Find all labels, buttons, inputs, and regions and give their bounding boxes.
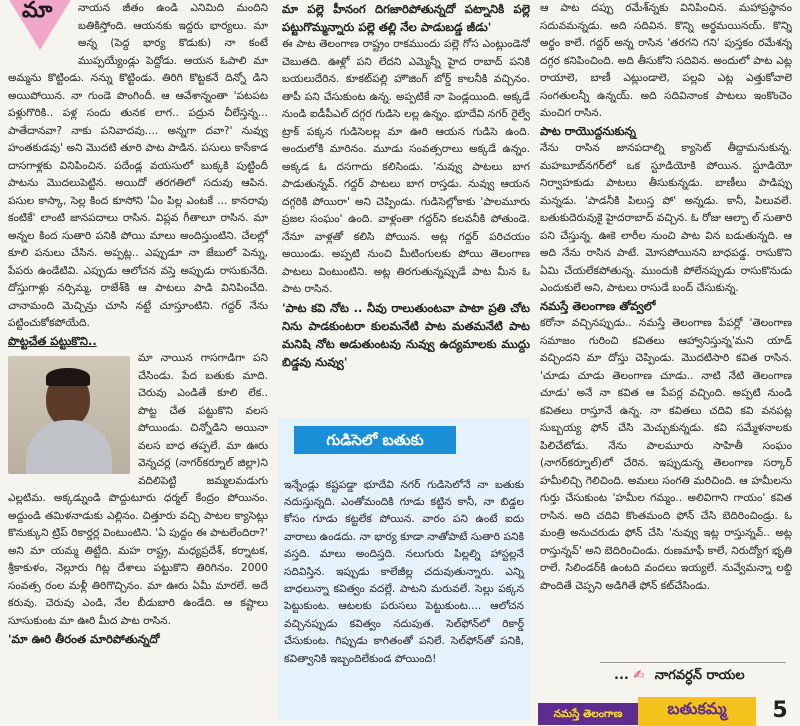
- quote: 'పాట కవి నోట .. నీవు రాలుతుంటవా పాటా ప్రతి చోట నిను పాడకుంటరా కులమనేటి పాట మతమనేటి పాట మనిషి నోట అడుతుంటవు నువ్వు ఉద్యమాలకు ముద్దు బిడ్డవు నువ్వు': [282, 300, 530, 369]
- brand-namasthe-telangana: నమస్తే తెలంగాణ: [538, 703, 638, 725]
- dropcap: [8, 0, 72, 54]
- sidebar-box: [278, 418, 530, 720]
- box-text: ఇన్నేండ్లు కష్టపడ్డా భూదేవి నగర్ గుడిసెలోనే నా బతుకు నదుస్తున్నది. ఎంతోమందికి గూడు కట్టిన కానీ, నా బిడ్డల కోసం గూడు కట్టలేక పోయిన. వారం పని ఉంటే ఐదు వారాలు ఉండదు. నా భార్య కూడా నాతోపాటే సుతారి పనికి వస్తది. మాలు అందిస్తది. నలుగురు పిల్లల్ని హాస్టల్లనే సదివిస్తిన. ఇప్పుడు కాలేజీల్ల చదువుతున్నారు. ఎన్ని బాధలున్నా కవిత్వం వదల్లే. పాటని మరువలే. సెల్లు పక్కన పెట్టుకుంట. ఆటలకు పరుసలు పెట్టుకుంట.... ఆలోచన వచ్చినప్పుడు కవిత్వం నదుపుత. సెల్‌ఫోన్‌లో రికార్డ్ చేసుకుంట. గిప్పుడు కాగితంతో పనిలే. సెల్‌ఫోన్‌తో పనికి, కవిత్వానికి ఇబ్బందిలేకుండ పోయింది!: [284, 478, 524, 665]
- dropcap-letter: మా: [22, 0, 53, 23]
- byline: [614, 668, 745, 686]
- byline-divider: [600, 662, 786, 663]
- paragraph: మా నాయిన గాసగాడిగా పని చేసిండు. పేద బతుకు మాది. చెరువు ఎండితే కూలి లేక.. పొట్ట చేత పట్టుకొని వలస పోయిండు. చిన్నోడిని అయినా వలస బాధ తప్పలే. మా ఊరు వెన్నచర్ల (నాగర్‌కర్నూల్ జిల్లా)ని వదిలిపెట్టి జమ్మలమడుగు ఎల్లటిమ. అక్కడ్నుండి పొద్దుటూరు ధర్మల్ కేంద్రం పోయినం. అద్దుండి తమిళనాడుకు ఎల్లినం. చిత్తూరు వచ్చి పాటల క్యాసెట్లు కొనుక్కుని ట్రిప్ రికార్డర్ల వింటుంటిని. 'ఏ పుద్దం ఈ పాటలేందిరా?' అని మా యమ్మ తిట్టేది. మహ రాష్ట్ర, మధ్యప్రదేశ్, కర్నాటక, శ్రీకాకుళం, నెల్లూరు గిట్ల దేశాలు పట్టుకొని తిరిగినం. 2000 సంవత్స రంల మళ్లీ తిరిగొచ్చినం. మా ఊరు ఏమీ మారలే. అదే కరువు. చెరువు ఎండి, నేల బీడుబారి ఉండేది. ఆ కష్టాలు సూసుకుంట మా ఊరి మీద పాట రాసిన.: [8, 352, 268, 627]
- subheading: నమస్తే తెలంగాణ తోవ్వలో: [540, 298, 656, 313]
- subheading: పొట్టచేత పట్టుకొని..: [8, 333, 97, 348]
- portrait-body: [26, 420, 112, 474]
- verse-headline: మా పల్లె హీనంగ దిగజారిపోతున్నదో పట్నానికి పల్లె పట్టుగొమ్మన్నారు పల్లె తల్లి నేల పాడుబడ్డ జీడు': [282, 2, 530, 34]
- author-name: నాగవర్ధన్ రాయల: [654, 668, 745, 683]
- paragraph: కరోనా వచ్చినప్పుడు.. నమస్తే తెలంగాణ పేపర్లో 'తెలంగాణ సమాజం గురించి కవితలు ఆహ్వానిస్తున్న'మని యాడ్ వచ్చిందని మా దోస్తు చెప్పిండు. మొదటిసారి కవిత రాసిన. 'చూడు చూడు తెలంగాణ చూడు.. నాటి నేటి తెలంగాణ చూడు' అనే నా కవిత ఆ పేపర్ల వచ్చింది. అప్పటి నుండి కవితలు రాస్తూనే ఉన్న. నా కవితలు చదివి కవి వనపట్ల సుబ్బయ్య ఫోన్ చేసి మెచ్చుకున్నడు. కవి సమ్మేళనాలకు పిలిచేటోడు. నేను పాలమూరు సాహితీ సంఘం (నాగర్‌కర్నూల్)లో చేరిన. ఇప్పుడున్న తెలంగాణ సర్కార్ హమీలిచ్చి గెలిచింది. అమలు సంగతి మరిచింది. ఆ హమీలను గుర్తు చేసుకుంట 'హమీల గమ్మం.. అలివిగాని గాయం' కవిత రాసిన. అది చదివి కొంతమంది ఫోన్ చేసి బెదిరించిండ్రు. ఓ మంత్రి అనుచరుడు ఫోన్ చేసి 'నువ్వు ఇట్ల రాస్తున్నవ్.. అట్ల రాస్తున్నవ్' అని బెదిరించిండు. రుణమాఫీ కాలే, నిరుద్యోగ భృతి రాలే. సిలిండర్‌కి ఉంటది వందలు ఇయ్యలే. నువ్వేమన్నా లబ్ధి పొందితే చెప్పని అడిగితే ఫోన్ కట్‌చేసిండు.: [540, 317, 792, 592]
- paragraph: ఆ పాట దప్పు రమేశ్‌న్నకు వినిపించిన. మహాప్రస్థానం సదువమన్నడు. అది సదివిన. కొన్ని అర్థమయినయ్. కొన్ని అర్థం కాలే. గద్దర్ అన్న రాసిన 'తరగని గని' పుస్తకం రమేశన్న దగ్గర కనిపించింది. అది తీసుకోని సదివిన. అందులో పాట ఎట్ల రాయాలె, బాణీ ఎట్లుండాలె, పల్లవి ఎట్ల ఎత్తుకోవాలె సంగతులన్నీ ఉన్నయ్. అది సదివినాంక పాటలు ఇంకొంచెం మంచిగ రాసిన.: [540, 2, 792, 119]
- portrait-photo: [8, 356, 130, 474]
- paragraph: నేను రాసిన జానపదాల్ని క్యాసెట్ తీద్దామనుకున్న. మహబూబ్‌నగర్‌లో ఒక స్టూడియోకి పోయిన. స్టూడియో నిర్వాహకుడు పాటలు తీసుకున్నడు. బాణీలు పాడిప్పు మన్నడు. 'పాడనీకి పిలుస్త పో' అన్నడు. కానీ, పిలువలే. బతుకుదెరువుకై హైదరాబాద్ వచ్చిన. ఓ రోజు ఆల్బా ల్‌ సుతారి పని చేస్తున్న. ఊకె లారీల నుంచి పాట విన బడుతున్నది. ఆ అది నేను రాసిన పాటే. మోసపోయినని బాధపడ్డ. రాసుకొని ఏమి చేయలేకపోతున్న. ముందుకి పోలేనప్పుడు రాసుకొనుడు ఎందుకులే అని, పాటలు రాసుడే బంద్ చేసుకున్న.: [540, 142, 792, 294]
- byline-prefix: ...: [614, 668, 629, 683]
- portrait-hair: [46, 368, 90, 386]
- pen-icon: ✍: [633, 668, 645, 683]
- subheading: పాట రాయొద్దనుకున్న: [540, 123, 636, 138]
- brand-bathukamma: బతుకమ్మ: [638, 697, 756, 726]
- page-number: 5: [772, 698, 788, 723]
- paragraph: ఈ పాట తెలంగాణ రాష్ట్రం రాకముందు పల్లె గోస ఎంట్లుండెనో చెబుతది. ఊళ్లో పని లేదని ఎమ్మెన్నీ హైద రాబాద్ పనికి బయలుదేరిన. కూకట్‌పల్లి హౌజింగ్ బోర్డ్ కాలనీకి వచ్చినం. తాపీ పని చేసుకుంట ఉన్న. అప్పటికే నా పెండ్లయింది. అక్కడే నుండి ఐడీపీఎల్ దగ్గర గుడిసె లల్ల ఉన్నం. భూదేవి నగర్ రైల్వే ట్రాక్ పక్కన గుడిసెలల్ల మా ఊరి ఆయన గుడిసె ఉంది. అందులోకి మారినం. మూడు సంవత్సరాలు అక్కడే ఉన్నం. అక్కడ ఓ దసగాదు కలిసిండు. 'నువ్వు పాటలు బాగ పాడుతున్నవ్. గద్దర్ పాటలు బాగ రాస్తడు. నువ్వు ఆయన దగ్గరికి పోయిరా' అని చెప్పిండు. గుడిసెల్లోకాకు 'పాలమూరు ప్రజల సంఘం' ఉంది. వాళ్లంతా గద్దర్‌ని కలవనీకి పోతుండె. నేనూ వాళ్లతో కలిసి పోయిన. అట్ల గద్దర్ పరిచయం అయిండు. అప్పటి నుంచి మీటింగులకు పోయి తెలంగాణ పాటలు వింటుంటిని. అట్ల తిరగుతున్నప్పుడే పాట మీన ఓ పాట రాసిన.: [282, 38, 530, 295]
- footer-brand: [538, 697, 800, 726]
- column-1: [8, 0, 268, 726]
- paragraph: నాయన జీతం ఉండి ఎనిమిది మందిని బతికిస్తోంది. ఆయనకు ఇద్దరు భార్యలు. మా అన్న (పెద్ద భార్య కొడుకు) నా కంటే ముప్పయ్యేండ్లు పెద్దోడు. ఆయన ఓపాలి మా అమ్మను కొట్టిండు. నన్ను కొట్టిండు. తిరిగి కొట్టకనే దిన్నో డిని అయిపోయిన. నా గుండె పొంగిందీ. ఆ ఆవేశాన్నంతా 'పటపట పళ్లుగొరికి.. పళ్ల సందు తునక లాగ.. పద్రున చీలేస్తన్న... పాతేదానవా? నాకు పనివాదవు.... అన్నగా దవా?' నువ్వు హంతకుడవు' అని మొదటి తూరి పాట పాడిన. పసులు కాసేకాడ దాసగాళ్లకు వినిపించిన. పదేండ్ల వయసులో బుక్కకి పుట్టిందీ పాటను మొదలుపెట్టిన. అయిదో తరగతిలో సదువు ఆపిన. పసుల కాస్కా, సెల్ల కింద కూసోని 'ఏం పిల్ల ఎంటకే ... కానరావు కంటికే' లాంటి జానపదాలు రాసిన. విప్లవ గీతాలూ రాసిన. మా అన్నల కింద సుతారి పనికి పోయి మాలు అందిస్తుంటిని. చేలల్లో కూలి పనులు చేసిన. అప్పట్ల.. ఎప్పుడూ నా జేబులో పెన్ను, పేపరు ఉండేటివి. ఎప్పుడు ఆలోచన వస్తె అప్పుడు రాసుకునేది. దోస్తుగాళ్లు నర్సిమ్మ, రాజేశ్‌కి ఆ పాటలు పాడి వినిపించేది. చానామంది మెచ్చిన్రు చూసి నట్టే చూస్తూంటిని. గద్దర్ నేను పట్టించుకోకపోయేది.: [8, 2, 268, 329]
- column-3: [540, 0, 792, 726]
- box-title: గుడిసెలో బతుకు: [294, 426, 456, 454]
- quote: 'మా ఊరి తీరంత మారిపోతున్నదో: [8, 632, 160, 646]
